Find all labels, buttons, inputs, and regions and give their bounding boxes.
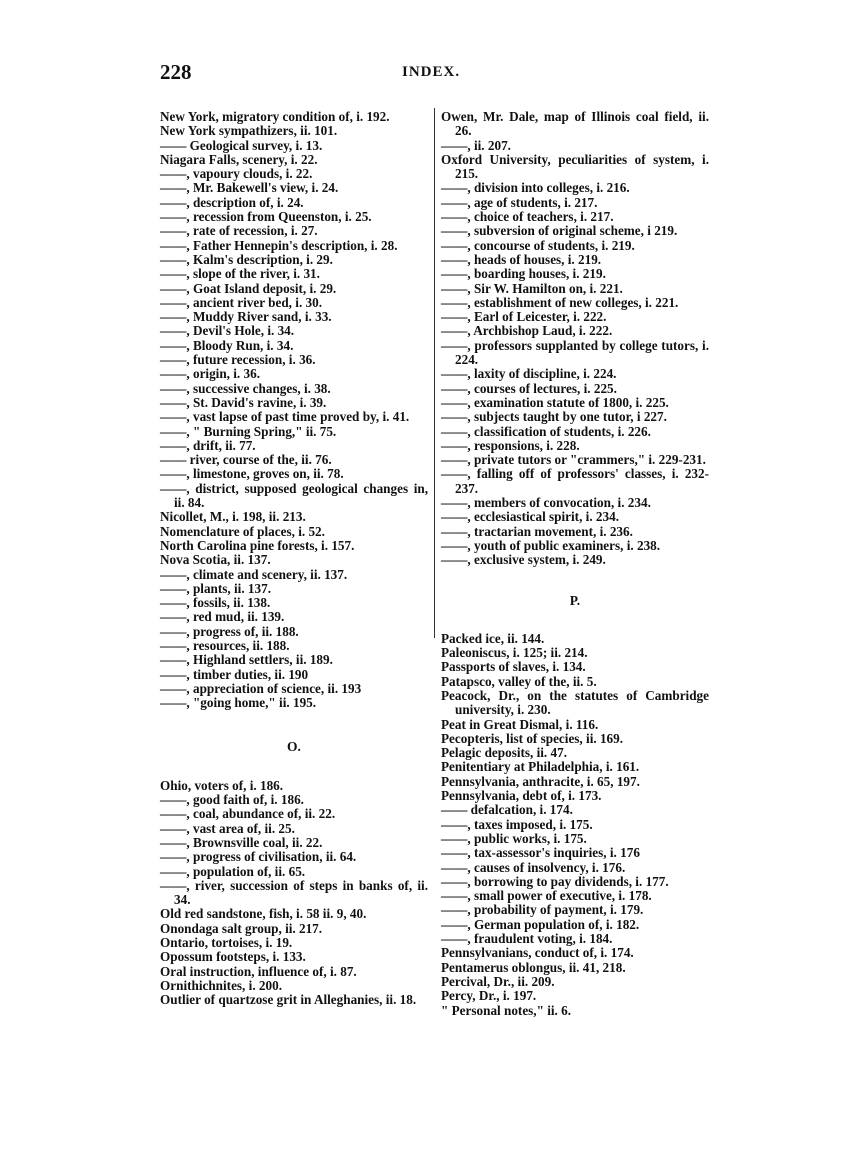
index-entry: Outlier of quartzose grit in Alleghanies, ii. 18. [160, 992, 417, 1008]
index-entry: ——, public works, i. 175. [441, 830, 587, 846]
index-entry: ——, Muddy River sand, i. 33. [160, 309, 332, 325]
index-entry: Percival, Dr., ii. 209. [441, 973, 555, 989]
index-entry: ——, age of students, i. 217. [441, 194, 598, 210]
index-entry: ——, members of convocation, i. 234. [441, 495, 651, 511]
index-entry: ——, ii. 207. [441, 137, 511, 153]
index-entry: Patapsco, valley of the, ii. 5. [441, 673, 597, 689]
index-entry: ——, responsions, i. 228. [441, 437, 580, 453]
index-entry: ——, probability of payment, i. 179. [441, 902, 644, 918]
index-entry: ——, Archbishop Laud, i. 222. [441, 323, 613, 339]
index-entry: ——, subjects taught by one tutor, i 227. [441, 409, 667, 425]
index-entry: ——, ancient river bed, i. 30. [160, 294, 323, 310]
index-entry: ——, drift, ii. 77. [160, 437, 256, 453]
page-number: 228 [160, 60, 192, 84]
index-entry: ——, taxes imposed, i. 175. [441, 816, 593, 832]
index-entry: ——, vapoury clouds, i. 22. [160, 166, 313, 182]
index-entry: Peacock, Dr., on the statutes of Cambridge university, i. 230. [441, 687, 709, 718]
index-entry: ——, rate of recession, i. 27. [160, 223, 318, 239]
index-entry: ——, fossils, ii. 138. [160, 595, 271, 611]
index-entry: New York sympathizers, ii. 101. [160, 123, 338, 139]
index-entry: ——, fraudulent voting, i. 184. [441, 931, 613, 947]
index-entry: ——, falling off of professors' classes, i. 232-237. [441, 466, 709, 496]
index-entry: Percy, Dr., i. 197. [441, 988, 537, 1004]
index-entry: ——, choice of teachers, i. 217. [441, 209, 614, 225]
index-entry: ——, professors supplanted by college tutors, i. 224. [441, 337, 709, 368]
index-entry: ——, division into colleges, i. 216. [441, 180, 630, 196]
index-entry: Oxford University, peculiarities of system, i. 215. [441, 151, 709, 182]
index-entry: ——, description of, i. 24. [160, 194, 304, 210]
index-entry: ——, private tutors or "crammers," i. 229-231. [441, 452, 706, 468]
index-entry: ——, tractarian movement, i. 236. [441, 523, 633, 539]
index-column-right [441, 110, 709, 1018]
left-entries [160, 110, 428, 710]
index-entry: ——, timber duties, ii. 190 [160, 666, 309, 682]
index-entry: Packed ice, ii. 144. [441, 630, 545, 646]
index-entry: Onondaga salt group, ii. 217. [160, 920, 323, 936]
index-entry: ——, ecclesiastical spirit, i. 234. [441, 509, 619, 525]
index-entry: Ohio, voters of, i. 186. [160, 777, 284, 793]
index-entry: ——, successive changes, i. 38. [160, 380, 331, 396]
index-entry: ——, borrowing to pay dividends, i. 177. [441, 873, 669, 889]
index-entry: ——, red mud, ii. 139. [160, 609, 285, 625]
index-entry: ——, slope of the river, i. 31. [160, 266, 320, 282]
section-p-entries [441, 632, 709, 1018]
index-entry: Niagara Falls, scenery, i. 22. [160, 151, 318, 167]
index-entry: Pennsylvania, anthracite, i. 65, 197. [441, 773, 640, 789]
index-entry: ——, origin, i. 36. [160, 366, 261, 382]
index-entry: ——, classification of students, i. 226. [441, 423, 651, 439]
index-entry: ——, climate and scenery, ii. 137. [160, 566, 348, 582]
index-entry: ——, progress of, ii. 188. [160, 623, 299, 639]
index-entry: ——, St. David's ravine, i. 39. [160, 394, 327, 410]
index-entry: —— defalcation, i. 174. [441, 802, 573, 818]
index-entry: ——, youth of public examiners, i. 238. [441, 537, 661, 553]
index-entry: ——, district, supposed geological changes in, ii. 84. [160, 480, 428, 511]
section-o-entries [160, 779, 428, 1008]
index-entry: Owen, Mr. Dale, map of Illinois coal field, ii. 26. [441, 109, 709, 139]
index-entry: Nova Scotia, ii. 137. [160, 552, 271, 568]
index-entry: Ontario, tortoises, i. 19. [160, 935, 293, 951]
page-header: INDEX. [402, 64, 461, 80]
index-entry: Penitentiary at Philadelphia, i. 161. [441, 759, 640, 775]
index-entry: ——, Earl of Leicester, i. 222. [441, 309, 607, 325]
index-entry: Oral instruction, influence of, i. 87. [160, 963, 357, 979]
index-entry: ——, recession from Queenston, i. 25. [160, 209, 372, 225]
index-entry: North Carolina pine forests, i. 157. [160, 537, 355, 553]
column-divider [434, 108, 435, 638]
section-heading-o: O. [287, 739, 301, 755]
index-entry: ——, subversion of original scheme, i 219. [441, 223, 678, 239]
section-heading-p: P. [569, 592, 581, 608]
index-entry: ——, resources, ii. 188. [160, 637, 290, 653]
index-entry: ——, tax-assessor's inquiries, i. 176 [441, 845, 640, 861]
index-entry: Opossum footsteps, i. 133. [160, 949, 306, 965]
index-entry: ——, river, succession of steps in banks of, ii. 34. [160, 877, 428, 908]
index-entry: ——, Father Hennepin's description, i. 28. [160, 237, 398, 253]
index-entry: ——, Devil's Hole, i. 34. [160, 323, 295, 339]
index-entry: ——, good faith of, i. 186. [160, 792, 304, 808]
index-entry: Nomenclature of places, i. 52. [160, 523, 325, 539]
index-entry: Passports of slaves, i. 134. [441, 659, 586, 675]
index-entry: ——, German population of, i. 182. [441, 916, 640, 932]
index-entry: ——, courses of lectures, i. 225. [441, 380, 617, 396]
index-entry: ——, laxity of discipline, i. 224. [441, 366, 617, 382]
index-entry: ——, " Burning Spring," ii. 75. [160, 423, 337, 439]
index-entry: ——, future recession, i. 36. [160, 352, 316, 368]
index-entry: ——, population of, ii. 65. [160, 863, 306, 879]
index-entry: ——, boarding houses, i. 219. [441, 266, 606, 282]
index-entry: ——, establishment of new colleges, i. 221. [441, 294, 679, 310]
index-entry: ——, plants, ii. 137. [160, 580, 272, 596]
index-entry: Ornithichnites, i. 200. [160, 977, 282, 993]
index-entry: ——, Sir W. Hamilton on, i. 221. [441, 280, 623, 296]
index-entry: Old red sandstone, fish, i. 58 ii. 9, 40. [160, 906, 367, 922]
index-entry: ——, Bloody Run, i. 34. [160, 337, 294, 353]
right-entries [441, 110, 709, 568]
index-entry: Nicollet, M., i. 198, ii. 213. [160, 509, 306, 525]
index-entry: ——, examination statute of 1800, i. 225. [441, 394, 669, 410]
index-entry: Paleoniscus, i. 125; ii. 214. [441, 645, 588, 661]
index-entry: ——, limestone, groves on, ii. 78. [160, 466, 344, 482]
index-entry: Pennsylvanians, conduct of, i. 174. [441, 945, 634, 961]
index-entry: Pentamerus oblongus, ii. 41, 218. [441, 959, 626, 975]
index-entry: Pennsylvania, debt of, i. 173. [441, 788, 602, 804]
index-entry: ——, Mr. Bakewell's view, i. 24. [160, 180, 339, 196]
index-entry: ——, concourse of students, i. 219. [441, 237, 635, 253]
index-entry: —— river, course of the, ii. 76. [160, 452, 332, 468]
index-entry: ——, appreciation of science, ii. 193 [160, 680, 362, 696]
index-entry: ——, Brownsville coal, ii. 22. [160, 834, 323, 850]
index-entry: " Personal notes," ii. 6. [441, 1002, 572, 1018]
index-entry: Peat in Great Dismal, i. 116. [441, 716, 599, 732]
index-entry: New York, migratory condition of, i. 192. [160, 109, 390, 124]
index-entry: ——, vast lapse of past time proved by, i. 41. [160, 409, 410, 425]
index-entry: Pelagic deposits, ii. 47. [441, 745, 568, 761]
index-entry: ——, "going home," ii. 195. [160, 695, 317, 711]
index-entry: —— Geological survey, i. 13. [160, 137, 323, 153]
index-entry: ——, Highland settlers, ii. 189. [160, 652, 333, 668]
index-entry: ——, coal, abundance of, ii. 22. [160, 806, 336, 822]
index-entry: ——, progress of civilisation, ii. 64. [160, 849, 357, 865]
index-entry: ——, Kalm's description, i. 29. [160, 251, 333, 267]
index-entry: ——, Goat Island deposit, i. 29. [160, 280, 337, 296]
index-entry: ——, heads of houses, i. 219. [441, 251, 602, 267]
index-entry: Pecopteris, list of species, ii. 169. [441, 730, 624, 746]
index-entry: ——, vast area of, ii. 25. [160, 820, 295, 836]
index-entry: ——, small power of executive, i. 178. [441, 888, 652, 904]
index-entry: ——, exclusive system, i. 249. [441, 552, 606, 568]
index-entry: ——, causes of insolvency, i. 176. [441, 859, 626, 875]
index-column-left [160, 110, 428, 1008]
